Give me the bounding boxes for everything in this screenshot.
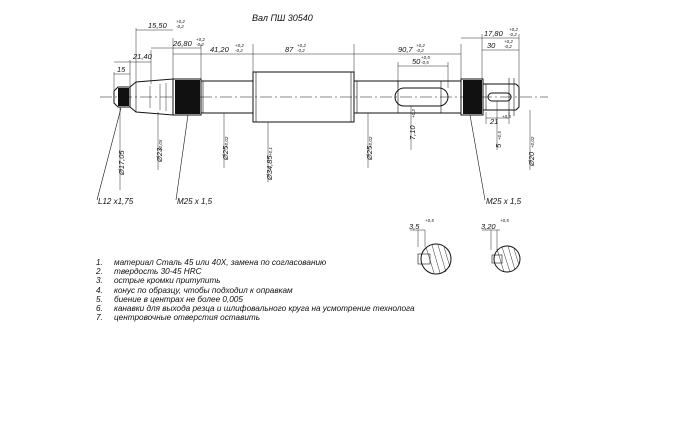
svg-text:Ø20: Ø20 (527, 151, 536, 166)
svg-text:3,20: 3,20 (481, 222, 496, 231)
svg-text:5: 5 (494, 143, 503, 148)
svg-text:-0,2: -0,2 (235, 48, 243, 53)
svg-text:+0,02: +0,02 (368, 136, 373, 148)
svg-text:-0,2: -0,2 (297, 48, 305, 53)
svg-text:30: 30 (487, 41, 496, 50)
svg-text:Ø23: Ø23 (155, 147, 164, 162)
svg-text:+0,5: +0,5 (421, 55, 430, 60)
svg-text:Ø25: Ø25 (365, 145, 374, 160)
svg-text:87: 87 (285, 45, 294, 54)
svg-text:Ø34,85: Ø34,85 (265, 155, 274, 180)
svg-text:15: 15 (117, 65, 126, 74)
svg-text:+0,1: +0,1 (268, 147, 273, 156)
note-row: 3. острые кромки притупить (96, 276, 221, 286)
svg-text:3,5: 3,5 (409, 222, 420, 231)
svg-text:+0,2: +0,2 (416, 43, 425, 48)
svg-text:+0,2: +0,2 (509, 27, 518, 32)
svg-text:7,10: 7,10 (408, 125, 417, 140)
svg-text:21,40: 21,40 (133, 52, 152, 61)
svg-text:+0,2: +0,2 (504, 39, 513, 44)
drawing-title: Вал ПШ 30540 (252, 13, 313, 23)
svg-text:-0,5: -0,5 (421, 60, 429, 65)
technical-notes (96, 258, 415, 322)
svg-text:M25 x 1,5: M25 x 1,5 (486, 197, 522, 206)
svg-text:90,7: 90,7 (398, 45, 413, 54)
svg-text:41,20: 41,20 (210, 45, 229, 54)
svg-text:+0,2: +0,2 (411, 109, 416, 118)
note-row: 5. биение в центрах не более 0,005 (96, 294, 243, 304)
svg-text:+0,02: +0,02 (530, 136, 535, 148)
svg-text:15,50: 15,50 (148, 21, 167, 30)
section-view-left (409, 218, 451, 274)
note-row: 4. конус по образцу, чтобы подходил к оправкам (96, 285, 293, 295)
svg-text:+0,05: +0,05 (158, 139, 163, 151)
svg-text:M25 x 1,5: M25 x 1,5 (177, 197, 213, 206)
svg-text:+0,2: +0,2 (196, 37, 205, 42)
note-row: 7. центровочные отверстия оставить (96, 313, 261, 323)
svg-text:-0,2: -0,2 (196, 42, 204, 47)
svg-text:+0,02: +0,02 (224, 136, 229, 148)
svg-text:L12 x1,75: L12 x1,75 (98, 197, 134, 206)
svg-text:-0,2: -0,2 (416, 48, 424, 53)
svg-text:+0,5: +0,5 (500, 218, 509, 223)
svg-text:50: 50 (412, 57, 421, 66)
svg-text:+0,2: +0,2 (176, 19, 185, 24)
svg-text:Ø17,05: Ø17,05 (117, 150, 126, 175)
diameter-dimensions (117, 101, 536, 190)
section-view-right (481, 218, 520, 272)
note-row: 2. твердость 30-45 HRC (96, 267, 202, 277)
svg-text:-0,2: -0,2 (504, 44, 512, 49)
svg-text:+0,5: +0,5 (425, 218, 434, 223)
svg-text:-0,2: -0,2 (176, 24, 184, 29)
svg-text:+0,2: +0,2 (297, 43, 306, 48)
svg-text:+0,5: +0,5 (497, 131, 502, 140)
svg-text:+0,2: +0,2 (235, 43, 244, 48)
svg-text:26,80: 26,80 (173, 39, 192, 48)
svg-text:-0,2: -0,2 (509, 32, 517, 37)
svg-text:Ø25: Ø25 (221, 145, 230, 160)
svg-text:21: 21 (490, 117, 499, 126)
note-row: 6. канавки для выхода резца и шлифовального круга на усмотрение технолога (96, 303, 415, 313)
svg-text:17,80: 17,80 (484, 29, 503, 38)
note-row: 1. материал Сталь 45 или 40Х, замена по согласованию (96, 258, 327, 267)
svg-text:+0,5: +0,5 (502, 114, 511, 119)
